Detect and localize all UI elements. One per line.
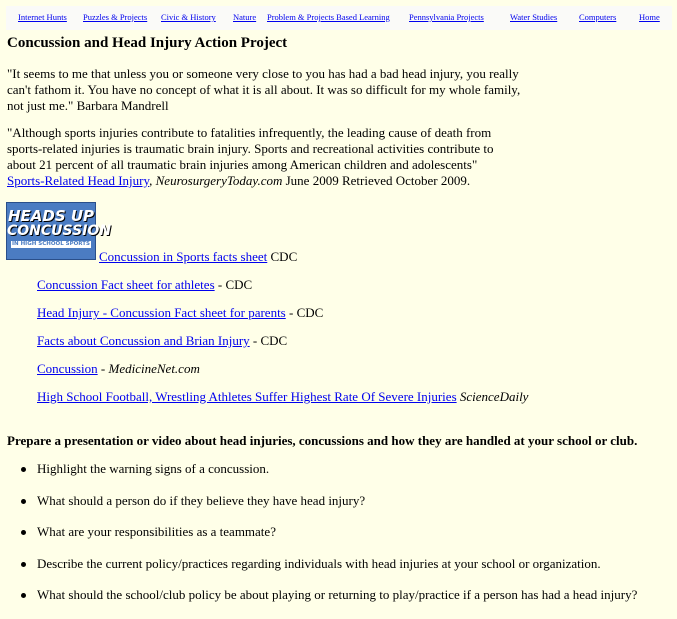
heads-up-concussion-logo[interactable] [6, 202, 112, 260]
assignment-prompt: Prepare a presentation or video about head injuries, concussions and how they are handled at your school or club. [7, 433, 638, 448]
list-item: Highlight the warning signs of a concussion. [0, 461, 637, 493]
resource-link-concussion-medicinenet[interactable]: Concussion [37, 361, 98, 376]
sports-related-head-injury-link[interactable]: Sports-Related Head Injury [7, 173, 150, 188]
nav-link-civic-history[interactable]: Civic & History [161, 12, 216, 22]
quote-date: June 2009 Retrieved October 2009. [282, 173, 471, 188]
resource-item [37, 305, 323, 321]
resource-suffix: - CDC [249, 333, 288, 348]
page-title: Concussion and Head Injury Action Project [7, 35, 288, 51]
quote-sports-injury-text: "Although sports injuries contribute to fatalities infrequently, the leading cause of death from sports-related injuries is traumatic brain injury. Sports and recreational activities contribute to about 21 percent of all traumatic brain injuries among American children and adolescents" [7, 125, 494, 172]
resource-suffix: - [97, 361, 109, 376]
nav-link-pennsylvania-projects[interactable]: Pennsylvania Projects [409, 12, 484, 22]
quote-comma: , [149, 173, 156, 188]
list-item: Describe the current policy/practices regarding individuals with head injuries at your school or organization. [0, 556, 637, 588]
quote-sports-injury [7, 125, 522, 189]
logo-line1: HEADS UP [7, 207, 95, 225]
resource-link-concussion-sports-facts[interactable]: Concussion in Sports facts sheet [99, 249, 268, 264]
resource-source: ScienceDaily [459, 389, 529, 404]
resource-item [37, 277, 252, 293]
resource-suffix: - CDC [285, 305, 324, 320]
nav-link-internet-hunts[interactable]: Internet Hunts [18, 12, 67, 22]
nav-link-computers[interactable]: Computers [579, 12, 617, 22]
resource-item [37, 389, 528, 405]
resource-link-high-school-football[interactable]: High School Football, Wrestling Athletes Suffer Highest Rate Of Severe Injuries [37, 389, 457, 404]
top-navigation [6, 6, 672, 30]
quote-mandrell: "It seems to me that unless you or someone very close to you has had a bad head injury, you really can't fathom it. You have no concept of what it is all about. It was so difficult for my whole family, not just me." Barbara Mandrell [7, 66, 521, 113]
resource-suffix: CDC [267, 249, 298, 264]
list-item: What should the school/club policy be about playing or returning to play/practice if a person has had a head injury? [0, 587, 637, 619]
assignment-list [0, 461, 637, 619]
list-item: What should a person do if they believe they have head injury? [0, 493, 637, 525]
quote-source: NeurosurgeryToday.com [155, 173, 283, 188]
resource-item [37, 333, 287, 349]
resource-link-athletes-fact-sheet[interactable]: Concussion Fact sheet for athletes [37, 277, 215, 292]
resource-item [99, 249, 297, 265]
resource-suffix: - CDC [214, 277, 253, 292]
resource-link-parents-fact-sheet[interactable]: Head Injury - Concussion Fact sheet for parents [37, 305, 286, 320]
resource-link-facts-concussion-brain[interactable]: Facts about Concussion and Brian Injury [37, 333, 250, 348]
list-item: What are your responsibilities as a teammate? [0, 524, 637, 556]
resource-item [37, 361, 200, 377]
logo-line2: CONCUSSION [7, 223, 112, 239]
logo-line3: IN HIGH SCHOOL SPORTS [12, 241, 90, 247]
nav-link-home[interactable]: Home [639, 12, 660, 22]
resource-source: MedicineNet.com [108, 361, 200, 376]
nav-link-water-studies[interactable]: Water Studies [510, 12, 558, 22]
nav-link-puzzles-projects[interactable]: Puzzles & Projects [83, 12, 148, 22]
nav-link-problem-projects[interactable]: Problem & Projects Based Learning [267, 12, 390, 22]
nav-link-nature[interactable]: Nature [233, 12, 257, 22]
